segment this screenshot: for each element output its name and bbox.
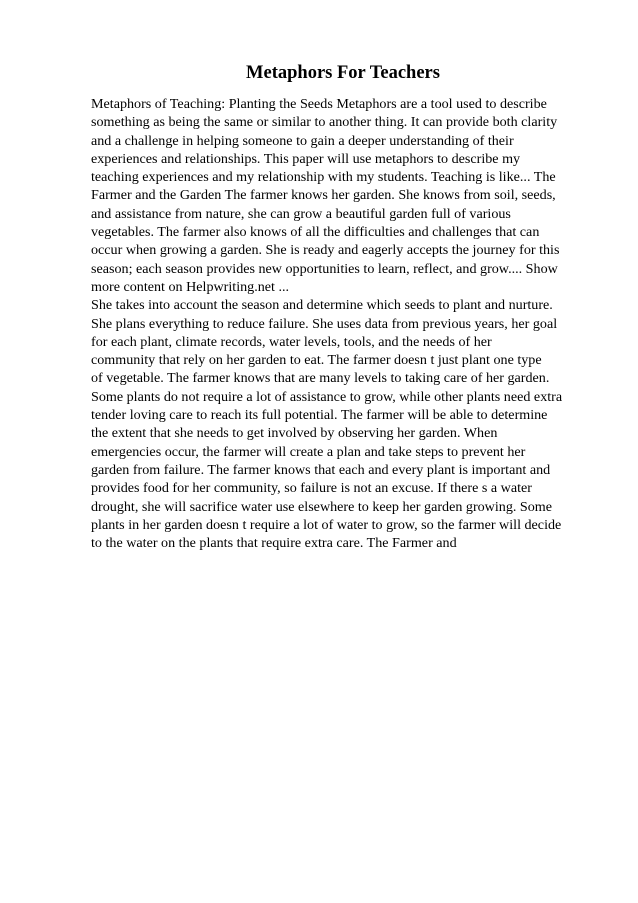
text-line: Metaphors of Teaching: Planting the Seeds Metaphors are a tool used to describe xyxy=(91,96,547,112)
text-line: season; each season provides new opportunities to learn, reflect, and grow.... Show xyxy=(91,260,558,277)
text-line: and assistance from nature, she can grow a beautiful garden full of various xyxy=(91,205,511,222)
body-text xyxy=(91,95,601,552)
text-line: provides food for her community, so failure is not an excuse. If there s a water xyxy=(91,480,532,497)
text-line: for each plant, climate records, water levels, tools, and the needs of her xyxy=(91,333,492,350)
text-line: plants in her garden doesn t require a lot of water to grow, so the farmer will decide xyxy=(91,516,562,533)
text-line: tender loving care to reach its full potential. The farmer will be able to determine xyxy=(91,407,548,424)
text-line: experiences and relationships. This paper will use metaphors to describe my xyxy=(91,150,521,167)
text-line: occur when growing a garden. She is ready and eagerly accepts the journey for this xyxy=(91,242,560,259)
text-line: something as being the same or similar to another thing. It can provide both clarity xyxy=(91,114,558,131)
text-line: of vegetable. The farmer knows that are many levels to taking care of her garden. xyxy=(91,370,550,387)
text-line: and a challenge in helping someone to gain a deeper understanding of their xyxy=(91,132,514,149)
text-line: She takes into account the season and determine which seeds to plant and nurture. xyxy=(91,297,553,314)
text-line: vegetables. The farmer also knows of all the difficulties and challenges that can xyxy=(91,224,540,241)
text-line: more content on Helpwriting.net ... xyxy=(91,278,290,295)
text-line: She plans everything to reduce failure. She uses data from previous years, her goal xyxy=(91,315,558,332)
text-line: teaching experiences and my relationship with my students. Teaching is like... The xyxy=(91,169,556,186)
page-title: Metaphors For Teachers xyxy=(246,63,440,83)
text-line: to the water on the plants that require extra care. The Farmer and xyxy=(91,535,457,552)
text-line: emergencies occur, the farmer will create a plan and take steps to prevent her xyxy=(91,443,526,460)
text-line: Some plants do not require a lot of assistance to grow, while other plants need extra xyxy=(91,388,563,405)
text-line: the extent that she needs to get involved by observing her garden. When xyxy=(91,425,498,442)
text-line: Farmer and the Garden The farmer knows her garden. She knows from soil, seeds, xyxy=(91,187,556,204)
text-line: garden from failure. The farmer knows that each and every plant is important and xyxy=(91,461,551,478)
text-line: community that rely on her garden to eat. The farmer doesn t just plant one type xyxy=(91,352,542,369)
text-line: drought, she will sacrifice water use elsewhere to keep her garden growing. Some xyxy=(91,498,553,515)
